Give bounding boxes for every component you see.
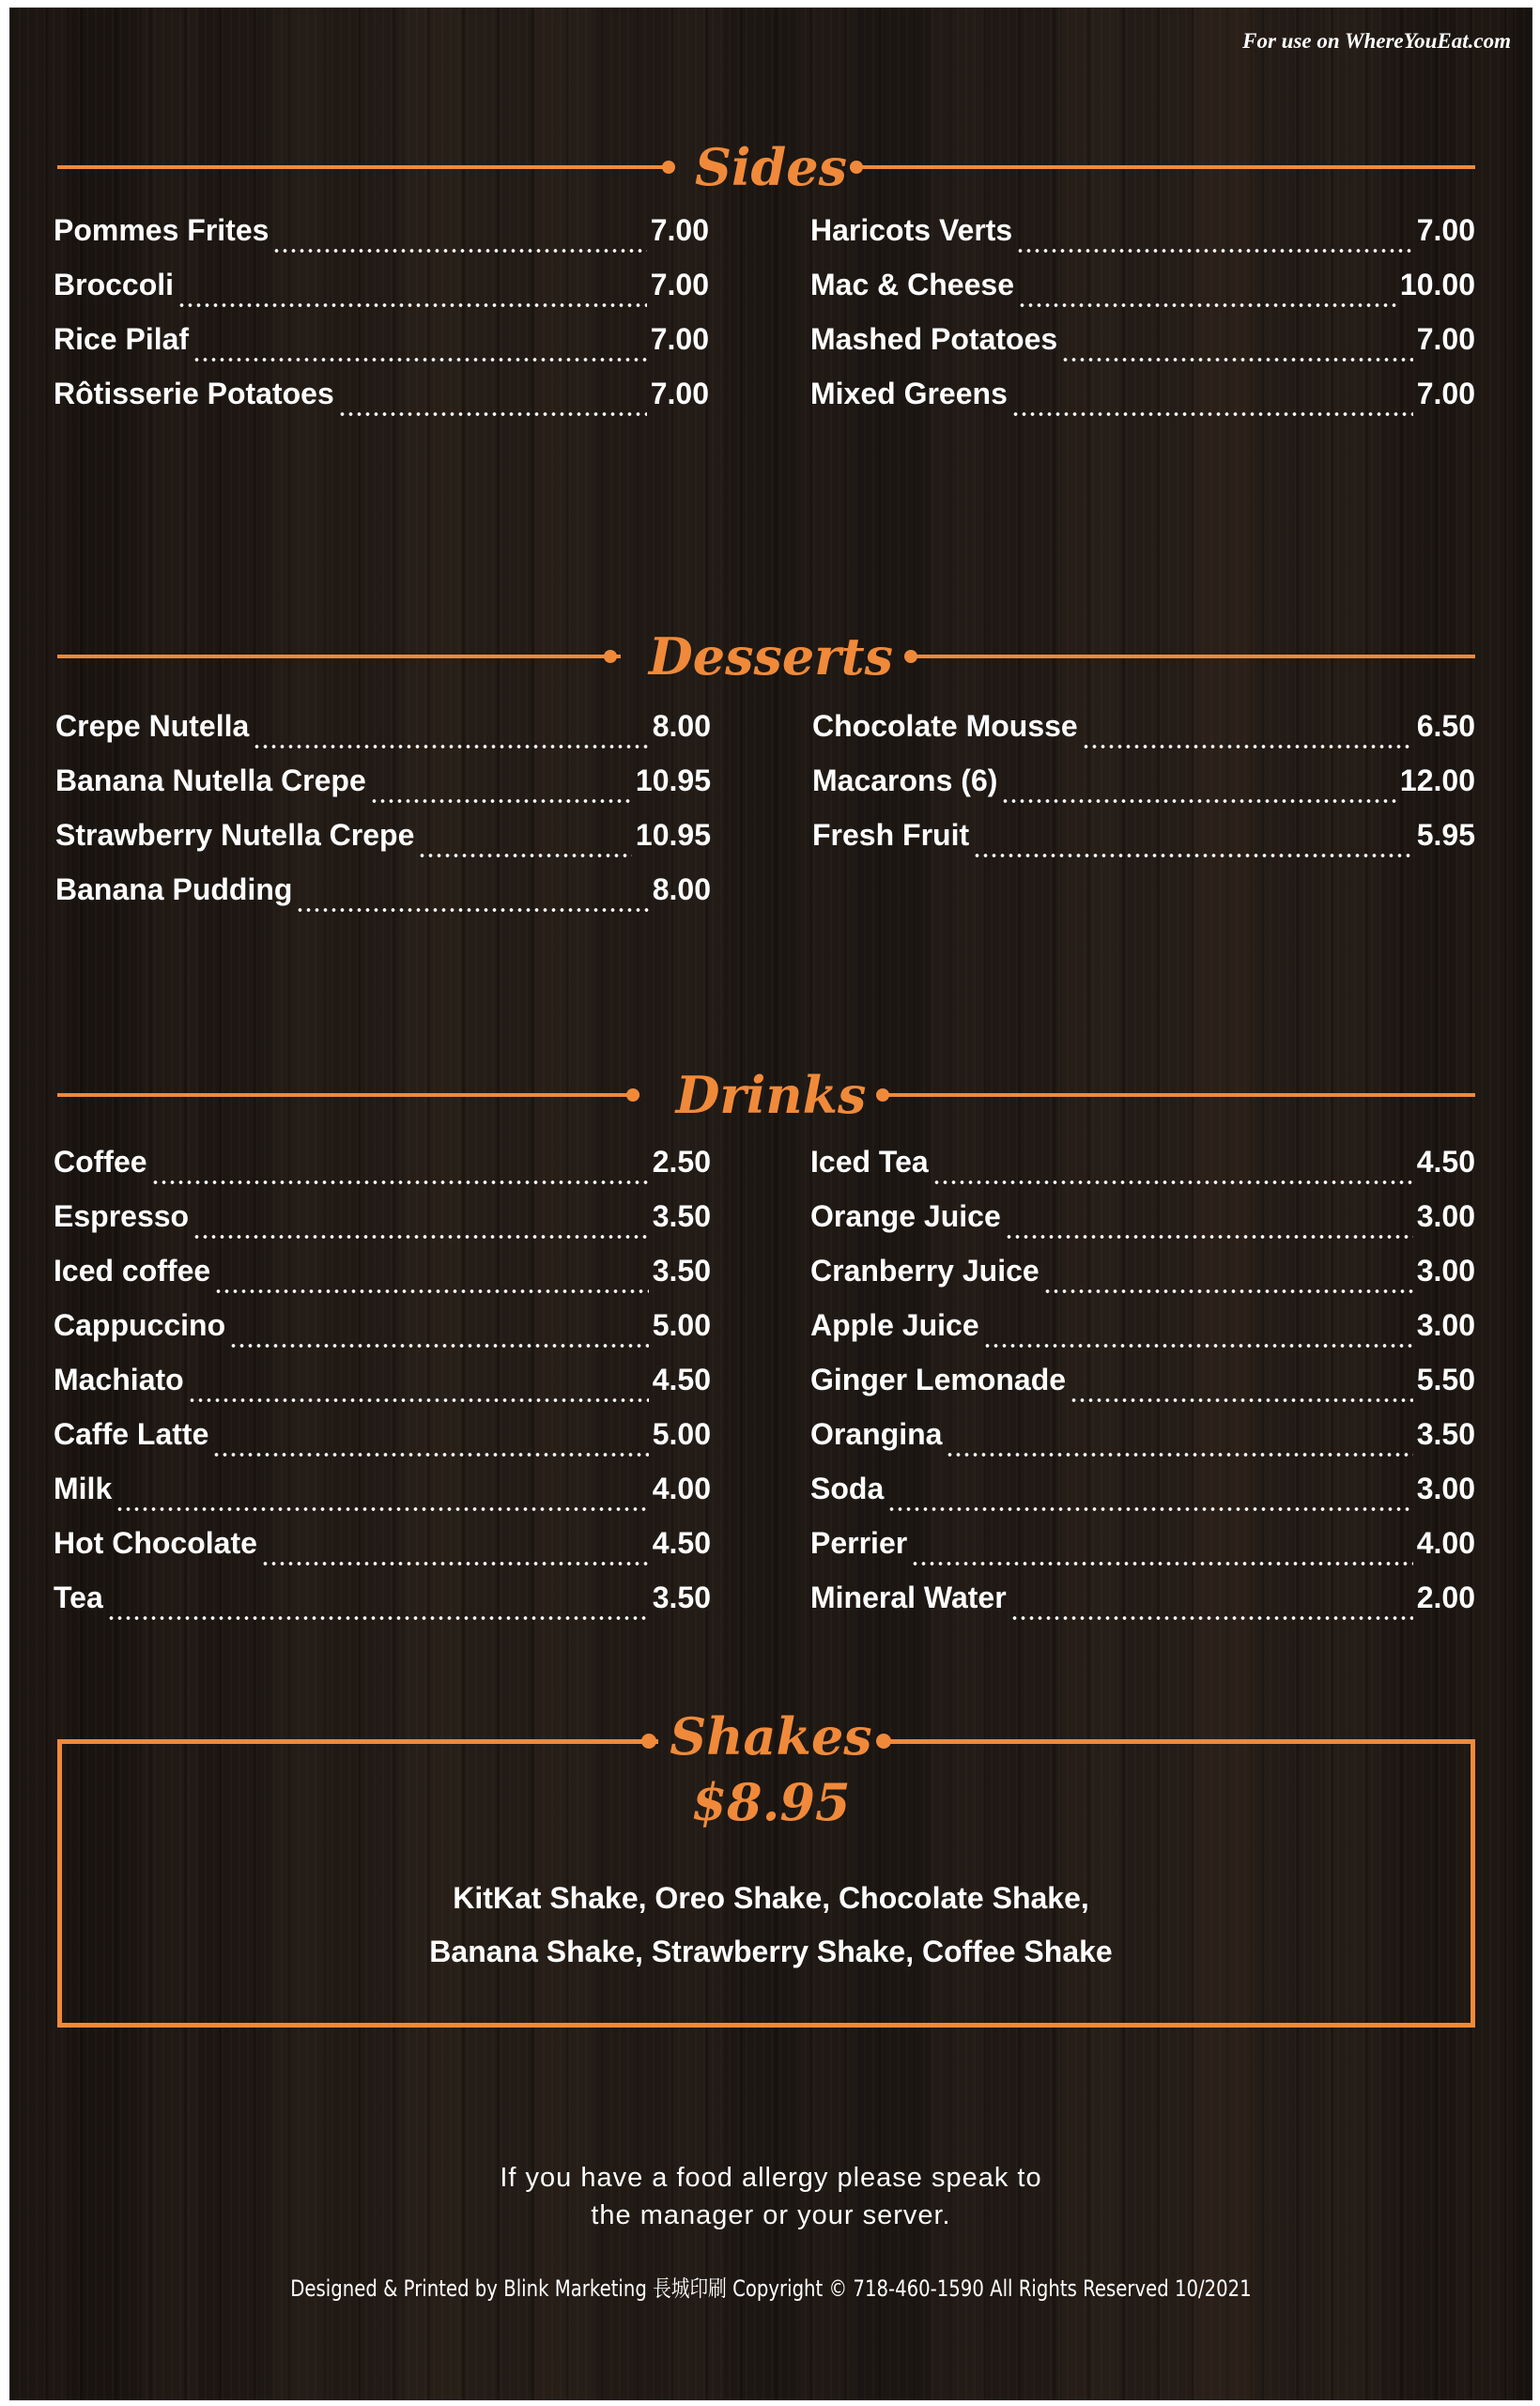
- item-price: 4.50: [1416, 1145, 1475, 1179]
- item-name: Perrier: [810, 1526, 908, 1560]
- item-name: Pommes Frites: [54, 213, 270, 247]
- leader-dots: [229, 1344, 649, 1348]
- item-name: Mac & Cheese: [810, 268, 1014, 301]
- item-price: 7.00: [650, 322, 709, 356]
- leader-dots: [1061, 358, 1413, 362]
- item-name: Iced Tea: [810, 1145, 929, 1179]
- menu-item: [55, 818, 711, 872]
- item-name: Tea: [54, 1581, 103, 1614]
- menu-item: [810, 1581, 1475, 1635]
- leader-dots: [1001, 799, 1396, 803]
- allergy-note-line-1: If you have a food allergy please speak to: [500, 2163, 1042, 2193]
- item-price: 3.00: [1416, 1254, 1475, 1288]
- item-price: 3.50: [1416, 1417, 1475, 1451]
- menu-item: [54, 1363, 711, 1417]
- item-name: Mashed Potatoes: [810, 322, 1058, 356]
- item-price: 7.00: [650, 377, 709, 410]
- drinks-right-column: [810, 1145, 1475, 1635]
- leader-dots: [188, 1398, 649, 1402]
- item-name: Ginger Lemonade: [810, 1363, 1067, 1396]
- leader-dots: [1082, 745, 1413, 748]
- item-name: Crepe Nutella: [55, 709, 250, 743]
- item-price: 3.50: [652, 1254, 711, 1288]
- menu-item: [54, 213, 709, 268]
- leader-dots: [946, 1453, 1412, 1457]
- menu-item: [54, 1145, 711, 1199]
- item-price: 5.95: [1416, 818, 1475, 852]
- leader-dots: [192, 1235, 649, 1239]
- leader-dots: [973, 854, 1413, 857]
- item-price: 7.00: [1416, 322, 1475, 356]
- leader-dots: [272, 249, 646, 253]
- item-name: Hot Chocolate: [54, 1526, 257, 1560]
- allergy-note: [10, 2159, 1532, 2234]
- item-price: 5.00: [652, 1308, 711, 1342]
- drinks-title: Drinks: [675, 1065, 867, 1125]
- menu-item: [810, 1145, 1475, 1199]
- web-note: For use on WhereYouEat.com: [1242, 29, 1511, 53]
- menu-item: [810, 268, 1475, 322]
- leader-dots: [932, 1180, 1413, 1184]
- item-name: Rôtisserie Potatoes: [54, 377, 334, 410]
- leader-dots: [338, 412, 647, 416]
- item-price: 4.50: [652, 1363, 711, 1396]
- item-name: Machiato: [54, 1363, 184, 1396]
- item-name: Orange Juice: [810, 1199, 1001, 1233]
- leader-dots: [370, 799, 632, 803]
- drinks-header: [10, 1062, 1532, 1128]
- shakes-list-line-2: Banana Shake, Strawberry Shake, Coffee Shake: [429, 1935, 1113, 1968]
- leader-dots: [1010, 1616, 1413, 1620]
- item-price: 2.00: [1416, 1581, 1475, 1614]
- item-price: 10.00: [1399, 268, 1475, 301]
- menu-item: [54, 1526, 711, 1581]
- sides-title: Sides: [694, 137, 848, 197]
- item-name: Haricots Verts: [810, 213, 1013, 247]
- menu-item: [54, 1308, 711, 1363]
- menu-item: [54, 322, 709, 377]
- item-name: Iced coffee: [54, 1254, 211, 1288]
- leader-dots: [177, 303, 647, 307]
- leader-dots: [192, 358, 647, 362]
- menu-item: [810, 1308, 1475, 1363]
- menu-item: [812, 763, 1475, 818]
- item-price: 2.50: [652, 1145, 711, 1179]
- shakes-list-line-1: KitKat Shake, Oreo Shake, Chocolate Shake,: [453, 1881, 1089, 1915]
- item-price: 7.00: [1416, 377, 1475, 410]
- item-name: Strawberry Nutella Crepe: [55, 818, 415, 852]
- item-name: Espresso: [54, 1199, 190, 1233]
- leader-dots: [296, 908, 648, 912]
- menu-item: [54, 1254, 711, 1308]
- item-price: 12.00: [1399, 763, 1475, 797]
- desserts-left-column: [55, 709, 711, 927]
- leader-dots: [107, 1616, 649, 1620]
- leader-dots: [253, 745, 648, 748]
- menu-item: [54, 1417, 711, 1472]
- menu-item: [810, 213, 1475, 268]
- menu-item: [812, 709, 1475, 763]
- menu-item: [810, 1254, 1475, 1308]
- menu-item: [54, 377, 709, 431]
- menu-item: [55, 872, 711, 927]
- menu-item: [810, 1472, 1475, 1526]
- item-price: 5.00: [652, 1417, 711, 1451]
- item-name: Apple Juice: [810, 1308, 979, 1342]
- item-price: 4.50: [652, 1526, 711, 1560]
- item-price: 5.50: [1416, 1363, 1475, 1396]
- item-name: Soda: [810, 1472, 885, 1505]
- item-price: 3.50: [652, 1199, 711, 1233]
- leader-dots: [261, 1562, 649, 1565]
- item-name: Banana Pudding: [55, 872, 293, 906]
- item-name: Cranberry Juice: [810, 1254, 1040, 1288]
- item-name: Milk: [54, 1472, 113, 1505]
- item-price: 3.50: [652, 1581, 711, 1614]
- item-name: Banana Nutella Crepe: [55, 763, 366, 797]
- shakes-title: Shakes: [670, 1706, 872, 1766]
- item-price: 4.00: [652, 1472, 711, 1505]
- item-price: 6.50: [1416, 709, 1475, 743]
- leader-dots: [911, 1562, 1413, 1565]
- item-name: Chocolate Mousse: [812, 709, 1078, 743]
- item-price: 7.00: [650, 213, 709, 247]
- leader-dots: [212, 1453, 648, 1457]
- item-price: 7.00: [650, 268, 709, 301]
- menu-item: [55, 709, 711, 763]
- item-price: 3.00: [1416, 1472, 1475, 1505]
- shakes-price: $8.95: [691, 1772, 851, 1832]
- item-price: 10.95: [635, 818, 711, 852]
- leader-dots: [1070, 1398, 1413, 1402]
- allergy-note-line-2: the manager or your server.: [591, 2200, 951, 2230]
- leader-dots: [1018, 303, 1396, 307]
- menu-item: [810, 1363, 1475, 1417]
- sides-header: [10, 134, 1532, 200]
- item-name: Rice Pilaf: [54, 322, 190, 356]
- item-price: 7.00: [1416, 213, 1475, 247]
- item-name: Coffee: [54, 1145, 147, 1179]
- leader-dots: [1016, 249, 1413, 253]
- item-name: Cappuccino: [54, 1308, 226, 1342]
- desserts-header: [10, 624, 1532, 689]
- item-name: Macarons (6): [812, 763, 998, 797]
- drinks-left-column: [54, 1145, 711, 1635]
- menu-item: [810, 1199, 1475, 1254]
- item-name: Mineral Water: [810, 1581, 1007, 1614]
- menu-item: [54, 1472, 711, 1526]
- leader-dots: [418, 854, 632, 857]
- menu-item: [810, 1526, 1475, 1581]
- leader-dots: [887, 1507, 1412, 1511]
- menu-item: [810, 377, 1475, 431]
- leader-dots: [214, 1289, 649, 1293]
- item-name: Fresh Fruit: [812, 818, 970, 852]
- leader-dots: [116, 1507, 648, 1511]
- item-price: 10.95: [635, 763, 711, 797]
- menu-item: [54, 1199, 711, 1254]
- leader-dots: [983, 1344, 1413, 1348]
- item-price: 3.00: [1416, 1308, 1475, 1342]
- leader-dots: [151, 1180, 649, 1184]
- item-name: Broccoli: [54, 268, 175, 301]
- menu-item: [55, 763, 711, 818]
- desserts-title: Desserts: [648, 626, 894, 686]
- sides-left-column: [54, 213, 709, 431]
- leader-dots: [1043, 1289, 1413, 1293]
- leader-dots: [1005, 1235, 1413, 1239]
- menu-page: [9, 8, 1532, 2400]
- item-price: 8.00: [652, 709, 711, 743]
- item-price: 3.00: [1416, 1199, 1475, 1233]
- menu-item: [810, 322, 1475, 377]
- menu-item: [812, 818, 1475, 872]
- item-name: Caffe Latte: [54, 1417, 209, 1451]
- sides-right-column: [810, 213, 1475, 431]
- item-name: Mixed Greens: [810, 377, 1008, 410]
- item-name: Orangina: [810, 1417, 943, 1451]
- item-price: 4.00: [1416, 1526, 1475, 1560]
- footer-credits: Designed & Printed by Blink Marketing 長城印刷 Copyright © 718-460-1590 All Rights Reserved 10/2021: [290, 2275, 1252, 2302]
- leader-dots: [1011, 412, 1413, 416]
- menu-item: [54, 1581, 711, 1635]
- item-price: 8.00: [652, 872, 711, 906]
- menu-item: [54, 268, 709, 322]
- desserts-right-column: [812, 709, 1475, 872]
- menu-item: [810, 1417, 1475, 1472]
